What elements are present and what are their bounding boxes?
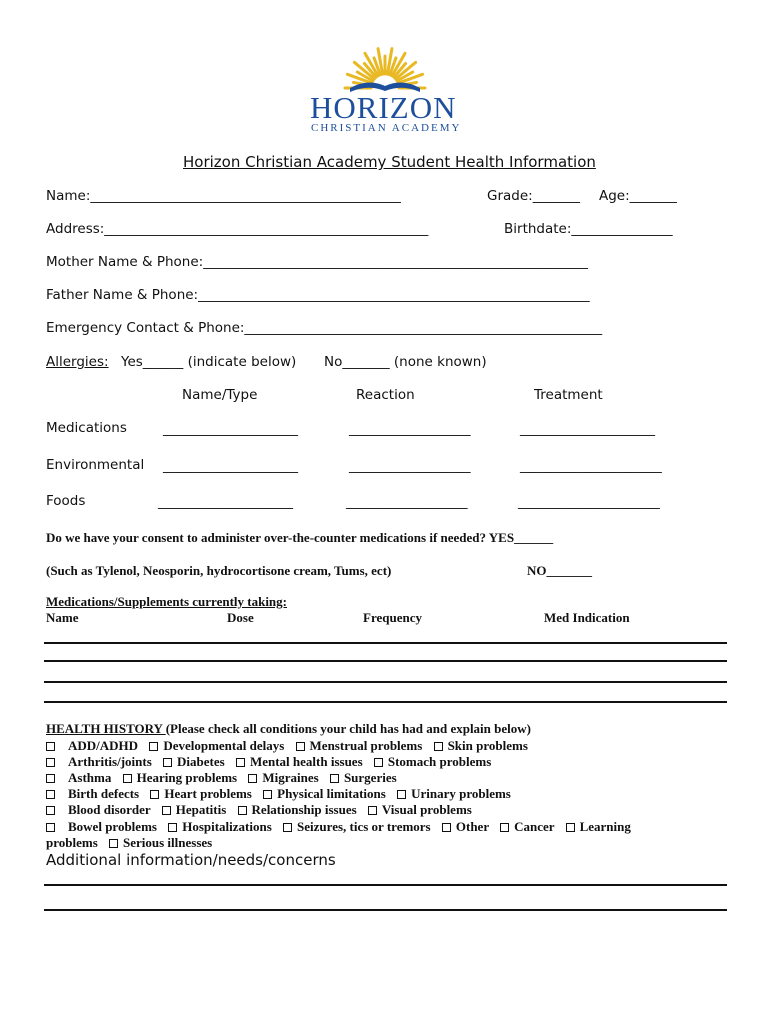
supplement-line[interactable]: [44, 660, 727, 662]
history-row: [46, 802, 472, 818]
health-history-instructions: (Please check all conditions your child has had and explain below): [165, 721, 531, 736]
checkbox[interactable]: [368, 806, 377, 815]
condition-label: Developmental delays: [163, 738, 285, 753]
father-field[interactable]: Father Name & Phone:__________________________________________________________: [46, 287, 590, 303]
address-field[interactable]: Address:________________________________________________: [46, 221, 429, 237]
condition-label: Urinary problems: [411, 786, 511, 801]
supplement-line[interactable]: [44, 681, 727, 683]
condition-label: Cancer: [514, 819, 555, 834]
allergy-field[interactable]: _____________________: [520, 458, 662, 474]
allergy-field[interactable]: __________________: [346, 494, 468, 510]
checkbox[interactable]: [263, 790, 272, 799]
condition-label: Learning: [579, 819, 631, 834]
checkbox[interactable]: [123, 774, 132, 783]
supplement-line[interactable]: [44, 701, 727, 703]
history-row: [46, 835, 212, 851]
allergy-header-reaction: Reaction: [356, 387, 415, 403]
condition-label: Birth defects: [68, 786, 140, 801]
allergy-field[interactable]: ____________________: [163, 458, 298, 474]
condition-label: Skin problems: [447, 738, 528, 753]
condition-label: Mental health issues: [249, 754, 363, 769]
condition-label: problems: [46, 835, 98, 850]
history-row: [46, 770, 397, 786]
condition-label: Heart problems: [164, 786, 252, 801]
name-field[interactable]: Name:______________________________________________: [46, 188, 401, 204]
condition-label: Hepatitis: [175, 802, 227, 817]
allergies-yes-field[interactable]: Yes______ (indicate below): [121, 354, 297, 370]
consent-question[interactable]: Do we have your consent to administer over-the-counter medications if needed? YES______: [46, 530, 554, 545]
logo-word-horizon: HORIZON: [310, 90, 457, 125]
checkbox[interactable]: [162, 806, 171, 815]
condition-label: Diabetes: [177, 754, 225, 769]
history-row: [46, 754, 491, 770]
checkbox[interactable]: [330, 774, 339, 783]
condition-label: Menstrual problems: [309, 738, 423, 753]
checkbox[interactable]: [168, 823, 177, 832]
condition-label: Arthritis/joints: [68, 754, 152, 769]
checkbox[interactable]: [442, 823, 451, 832]
health-history-heading: HEALTH HISTORY: [46, 721, 166, 736]
allergy-field[interactable]: __________________: [349, 458, 471, 474]
history-row: [46, 819, 631, 835]
checkbox[interactable]: [46, 774, 55, 783]
mother-field[interactable]: Mother Name & Phone:_________________________________________________________: [46, 254, 588, 270]
page-title: Horizon Christian Academy Student Health Information: [183, 153, 596, 171]
allergy-row-label: Foods: [46, 493, 86, 509]
sunrise-book-icon: [300, 44, 470, 96]
checkbox[interactable]: [150, 790, 159, 799]
condition-label: Hearing problems: [136, 770, 238, 785]
condition-label: Relationship issues: [251, 802, 357, 817]
checkbox[interactable]: [46, 758, 55, 767]
condition-label: Seizures, tics or tremors: [297, 819, 431, 834]
health-history-header: [46, 721, 531, 737]
consent-examples: (Such as Tylenol, Neosporin, hydrocortisone cream, Tums, ect): [46, 563, 392, 578]
allergy-row-label: Medications: [46, 420, 127, 436]
emergency-contact-field[interactable]: Emergency Contact & Phone:_____________________________________________________: [46, 320, 603, 336]
supplements-col-dose: Dose: [227, 610, 254, 625]
checkbox[interactable]: [500, 823, 509, 832]
checkbox[interactable]: [109, 839, 118, 848]
allergy-field[interactable]: __________________: [349, 421, 471, 437]
birthdate-field[interactable]: Birthdate:_______________: [504, 221, 673, 237]
checkbox[interactable]: [163, 758, 172, 767]
checkbox[interactable]: [236, 758, 245, 767]
checkbox[interactable]: [46, 790, 55, 799]
checkbox[interactable]: [149, 742, 158, 751]
checkbox[interactable]: [46, 742, 55, 751]
additional-info-label: Additional information/needs/concerns: [46, 851, 336, 869]
condition-label: Other: [455, 819, 489, 834]
supplements-col-name: Name: [46, 610, 79, 625]
condition-label: Serious illnesses: [123, 835, 213, 850]
checkbox[interactable]: [374, 758, 383, 767]
supplement-line[interactable]: [44, 642, 727, 644]
checkbox[interactable]: [566, 823, 575, 832]
allergies-no-field[interactable]: No_______ (none known): [324, 354, 487, 370]
allergy-row-label: Environmental: [46, 457, 145, 473]
additional-info-line[interactable]: [44, 884, 727, 886]
supplements-heading: Medications/Supplements currently taking:: [46, 594, 287, 609]
logo-word-academy: CHRISTIAN ACADEMY: [311, 122, 462, 134]
consent-no-field[interactable]: NO_______: [527, 563, 592, 578]
allergy-header-treatment: Treatment: [534, 387, 603, 403]
allergy-field[interactable]: ____________________: [163, 421, 298, 437]
checkbox[interactable]: [397, 790, 406, 799]
allergy-field[interactable]: ____________________: [520, 421, 655, 437]
condition-label: Surgeries: [343, 770, 397, 785]
checkbox[interactable]: [248, 774, 257, 783]
allergy-field[interactable]: ____________________: [158, 494, 293, 510]
condition-label: Bowel problems: [68, 819, 157, 834]
school-logo: [300, 44, 470, 136]
allergy-header-name: Name/Type: [182, 387, 258, 403]
condition-label: ADD/ADHD: [68, 738, 139, 753]
history-row: [46, 738, 528, 754]
condition-label: Physical limitations: [277, 786, 386, 801]
age-field[interactable]: Age:_______: [599, 188, 677, 204]
checkbox[interactable]: [238, 806, 247, 815]
history-row: [46, 786, 511, 802]
checkbox[interactable]: [46, 806, 55, 815]
supplements-col-frequency: Frequency: [363, 610, 422, 625]
checkbox[interactable]: [296, 742, 305, 751]
supplements-col-indication: Med Indication: [544, 610, 630, 625]
condition-label: Migraines: [262, 770, 319, 785]
grade-field[interactable]: Grade:_______: [487, 188, 580, 204]
additional-info-line[interactable]: [44, 909, 727, 911]
condition-label: Asthma: [68, 770, 112, 785]
checkbox[interactable]: [46, 823, 55, 832]
allergies-label: Allergies:: [46, 354, 109, 370]
checkbox[interactable]: [434, 742, 443, 751]
checkbox[interactable]: [283, 823, 292, 832]
condition-label: Blood disorder: [68, 802, 151, 817]
condition-label: Visual problems: [381, 802, 472, 817]
condition-label: Stomach problems: [387, 754, 492, 769]
condition-label: Hospitalizations: [182, 819, 272, 834]
allergy-field[interactable]: _____________________: [518, 494, 660, 510]
